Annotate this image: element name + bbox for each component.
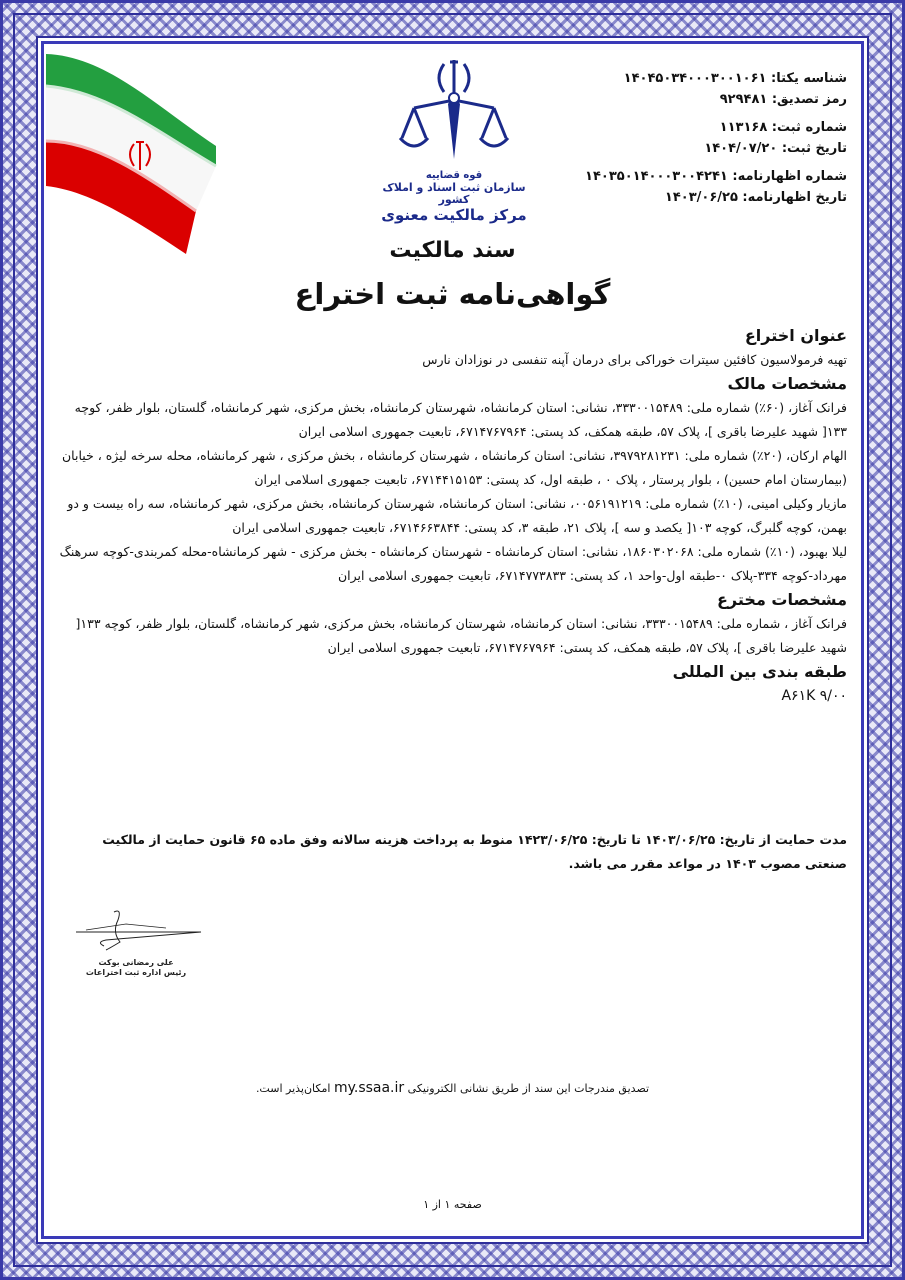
declaration-date-label: تاریخ اظهارنامه: [742, 190, 847, 205]
signatory-name: علی رمضانی بوکت [98, 958, 174, 967]
emblem-line-ip-center: مرکز مالکیت معنوی [381, 205, 527, 224]
certificate-page [44, 44, 861, 1236]
emblem-line-judiciary: قوه قضاییه [425, 170, 483, 181]
emblem-line-organization: سازمان ثبت اسناد و املاک کشور [382, 180, 526, 207]
declaration-date-value: ۱۴۰۳/۰۶/۲۵ [664, 190, 738, 205]
owners-heading: مشخصات مالک [727, 374, 847, 393]
verification-code-value: ۹۲۹۴۸۱ [719, 92, 768, 107]
iran-flag-icon [46, 46, 256, 256]
invention-title: تهیه فرمولاسیون کافئین سیترات خوراکی برای درمان آپنه تنفسی در نوزادان نارس [422, 352, 847, 367]
registration-number-label: شماره ثبت: [771, 120, 847, 135]
judiciary-emblem [379, 56, 529, 231]
verification-note [44, 1080, 861, 1096]
unique-id-value: ۱۴۰۴۵۰۳۴۰۰۰۳۰۰۱۰۶۱ [623, 71, 767, 86]
certificate-body [58, 324, 847, 708]
owner-entry: الهام ارکان، (۲۰٪) شماره ملی: ۳۹۷۹۲۸۱۲۳۱، نشانی: استان کرمانشاه ، شهرستان کرمانشاه ، بخش مرکزی ، شهر کرمانشاه، محله سرخه لیژه ، خیابان (بیمارستان امام حسین) ، بلوار پرستار ، پلاک ۰ ، طبقه اول، کد پستی: ۶۷۱۴۴۱۵۱۵۳، تابعیت جمهوری اسلامی ایران [61, 448, 847, 487]
owner-entry: مازیار وکیلی امینی، (۱۰٪) شماره ملی: ۰۰۵۶۱۹۱۲۱۹، نشانی: استان کرمانشاه، شهرستان کرمانشاه، بخش مرکزی، شهر کرمانشاه، سه راه بیست و دو بهمن، کوچه گلبرگ، کوچه ۱۰۳[ یکصد و سه ]، پلاک ۲۱، طبقه ۳، کد پستی: ۶۷۱۴۶۶۳۸۴۴، تابعیت جمهوری اسلامی ایران [67, 496, 847, 535]
registration-date-row [585, 138, 847, 159]
inventors-heading: مشخصات مخترع [717, 590, 847, 609]
owner-entry: لیلا بهبود، (۱۰٪) شماره ملی: ۱۸۶۰۳۰۲۰۶۸، نشانی: استان کرمانشاه - شهرستان کرمانشاه - بخش مرکزی - شهر کرمانشاه-محله کمربندی-کوچه سرهنگ مهرداد-کوچه ۳۳۴-پلاک ۰-طبقه اول-واحد ۱، کد پستی: ۶۷۱۴۷۷۳۸۳۳، تابعیت جمهوری اسلامی ایران [59, 544, 847, 583]
invention-title-heading: عنوان اختراع [744, 326, 847, 345]
owner-entry: فرانک آغاز، (۶۰٪) شماره ملی: ۳۳۳۰۰۱۵۴۸۹، نشانی: استان کرمانشاه، شهرستان کرمانشاه، بخش مرکزی، شهر کرمانشاه، گلستان، بلوار ظفر، کوچه ۱۳۳[ شهید علیرضا باقری ]، پلاک ۵۷، طبقه همکف، کد پستی: ۶۷۱۴۷۶۷۹۶۴، تابعیت جمهوری اسلامی ایران [74, 400, 847, 439]
verification-text-before: تصدیق مندرجات این سند از طریق نشانی الکترونیکی [407, 1082, 650, 1095]
document-title-large: گواهی‌نامه ثبت اختراع [294, 277, 611, 311]
signature-mark [66, 902, 206, 954]
registration-number-row [585, 117, 847, 138]
verification-code-row [585, 89, 847, 110]
verification-code-label: رمز تصدیق: [771, 92, 847, 107]
verification-website-link[interactable]: my.ssaa.ir [333, 1080, 405, 1096]
inventor-entry: فرانک آغاز ، شماره ملی: ۳۳۳۰۰۱۵۴۸۹، نشانی: استان کرمانشاه، شهرستان کرمانشاه، بخش مرکزی، شهر کرمانشاه، گلستان، بلوار ظفر، کوچه ۱۳۳[ شهید علیرضا باقری ]، پلاک ۵۷، طبقه همکف، کد پستی: ۶۷۱۴۷۶۷۹۶۴، تابعیت جمهوری اسلامی ایران [75, 616, 847, 655]
unique-id-row [585, 68, 847, 89]
classification-code: A۶۱K ۹/۰۰ [781, 688, 847, 704]
registration-date-label: تاریخ ثبت: [781, 141, 847, 156]
verification-text-after: امکان‌پذیر است. [255, 1082, 331, 1095]
document-title-small: سند مالکیت [389, 238, 516, 263]
declaration-number-label: شماره اظهارنامه: [732, 169, 847, 184]
signatory-title: رئیس اداره ثبت اختراعات [85, 968, 187, 977]
registration-date-value: ۱۴۰۴/۰۷/۲۰ [704, 141, 778, 156]
signature-block [66, 902, 206, 982]
declaration-number-value: ۱۴۰۳۵۰۱۴۰۰۰۳۰۰۴۲۴۱ [585, 169, 728, 184]
page-number: صفحه ۱ از ۱ [423, 1198, 482, 1211]
registration-number-value: ۱۱۳۱۶۸ [719, 120, 768, 135]
protection-term: مدت حمایت از تاریخ: ۱۴۰۳/۰۶/۲۵ تا تاریخ: ۱۴۲۳/۰۶/۲۵ منوط به پرداخت هزینه سالانه وفق ماده ۶۵ قانون حمایت از مالکیت صنعتی مصوب ۱۴۰۳ در مواعد مقرر می باشد. [102, 832, 847, 871]
certificate-metadata [585, 68, 847, 215]
declaration-date-row [585, 187, 847, 208]
classification-heading: طبقه بندی بین المللی [672, 662, 847, 681]
declaration-number-row [585, 166, 847, 187]
scales-of-justice-icon [394, 56, 514, 166]
unique-id-label: شناسه یکتا: [771, 71, 847, 86]
